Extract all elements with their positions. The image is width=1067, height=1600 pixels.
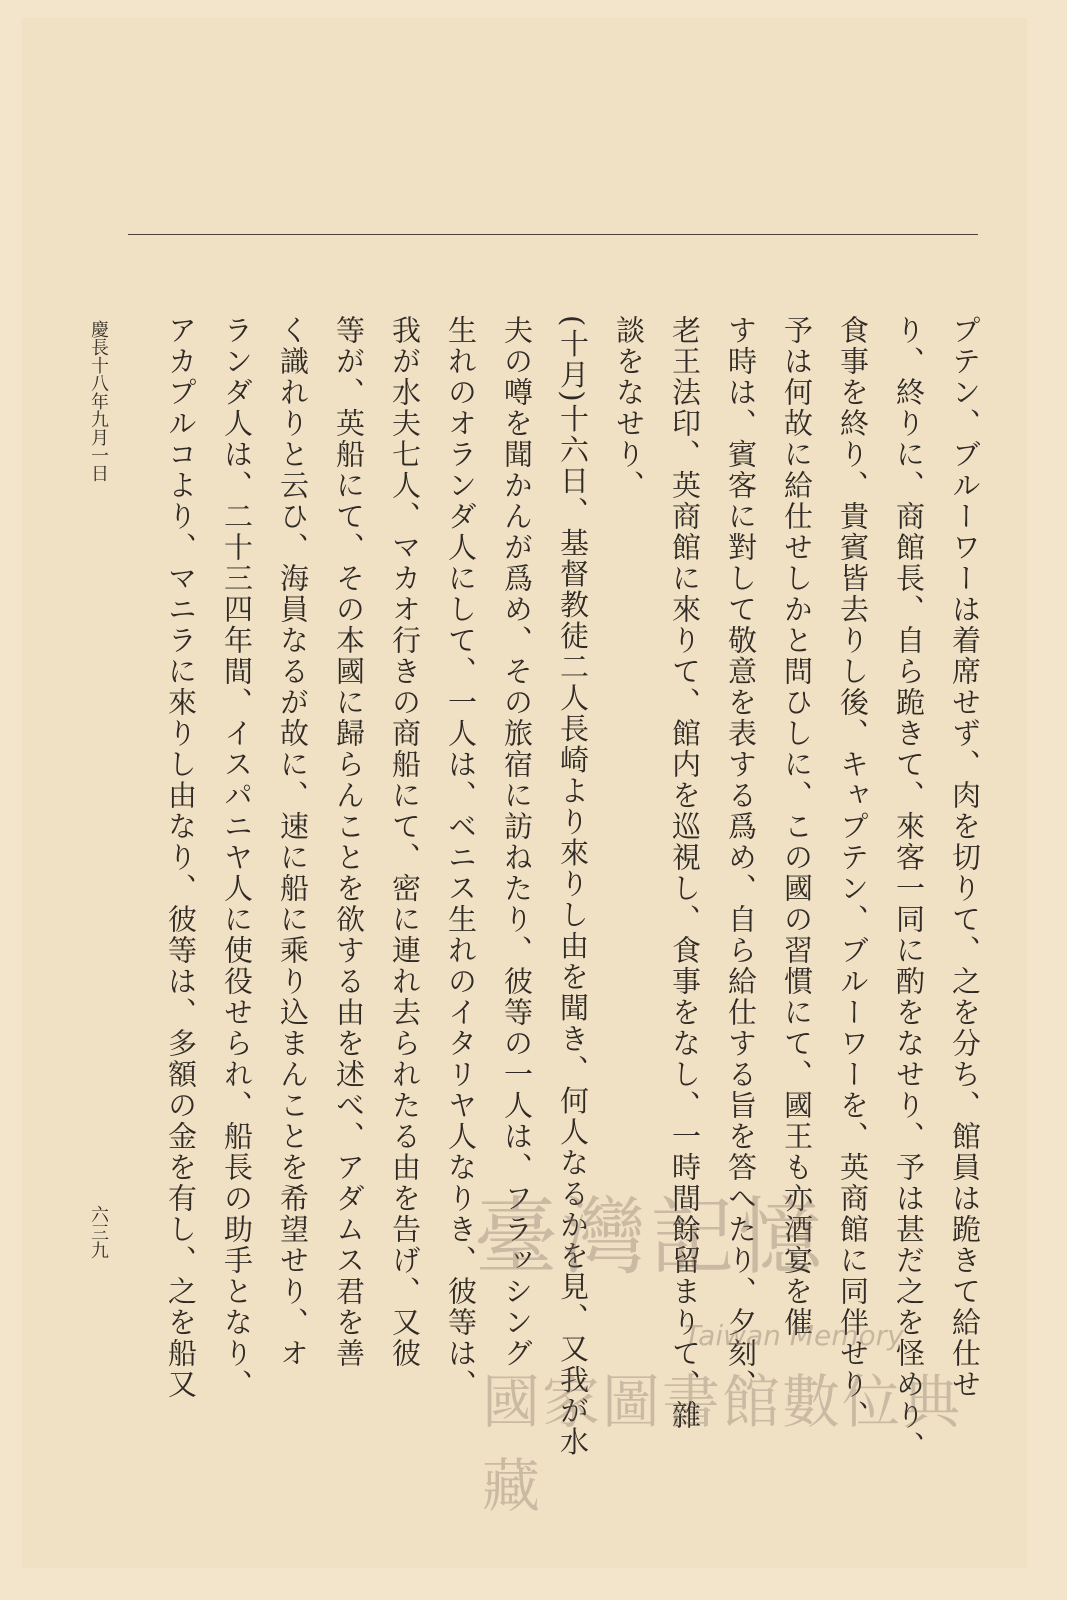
text-column-3: 食事を終り、貴賓皆去りし後、キャプテン、ブルーワーを、英商館に同伴せり、 [836, 315, 870, 1431]
text-column-7: 談をなせり、 [612, 315, 646, 501]
text-column-2: り、終りに、商館長、自ら跪きて、來客一同に酌をなせり、予は甚だ之を怪めり、 [892, 315, 926, 1462]
text-column-13: く識れりと云ひ、海員なるが故に、速に船に乘り込まんことを希望せり、オ [276, 315, 310, 1369]
text-column-6: 老王法印、英商館に來りて、館内を巡視し、食事をなし、一時間餘留まりて、雜 [668, 315, 702, 1431]
watermark-latin: Taiwan Memory [684, 1319, 904, 1352]
text-column-12: 等が、英船にて、その本國に歸らんことを欲する由を述べ、アダムス君を善 [332, 315, 366, 1369]
text-column-14: ランダ人は、二十三四年間、イスパニヤ人に使役せられ、船長の助手となり、 [220, 315, 254, 1400]
watermark-title: 臺灣記憶 [474, 1188, 827, 1286]
page-number: 六三九 [88, 1205, 109, 1259]
text-column-4: 予は何故に給仕せしかと問ひしに、この國の習慣にて、國王も亦酒宴を催 [780, 315, 814, 1338]
text-column-10: 生れのオランダ人にして、一人は、ベニス生れのイタリヤ人なりき、彼等は、 [444, 315, 478, 1400]
text-column-11: 我が水夫七人、マカオ行きの商船にて、密に連れ去られたる由を告げ、又彼 [388, 315, 422, 1369]
watermark-subtitle: 國家圖書館數位典藏 [482, 1368, 963, 1520]
footer-date: 慶長十八年九月一日 [88, 320, 109, 482]
text-column-5: す時は、賓客に對して敬意を表する爲め、自ら給仕する旨を答へたり、夕刻、 [724, 315, 758, 1400]
text-column-15: アカプルコより、マニラに來りし由なり、彼等は、多額の金を有し、之を船又 [164, 315, 198, 1400]
text-column-1: プテン、ブルーワーは着席せず、肉を切りて、之を分ち、館員は跪きて給仕せ [948, 315, 982, 1400]
header-rule [128, 234, 978, 235]
text-column-8: (十月)十六日、基督教徒二人長崎より來りし由を聞き、何人なるかを見、又我が水 [556, 315, 590, 1458]
text-column-9: 夫の噂を聞かんが爲め、その旅宿に訪ねたり、彼等の一人は、フラッシング [500, 315, 534, 1369]
